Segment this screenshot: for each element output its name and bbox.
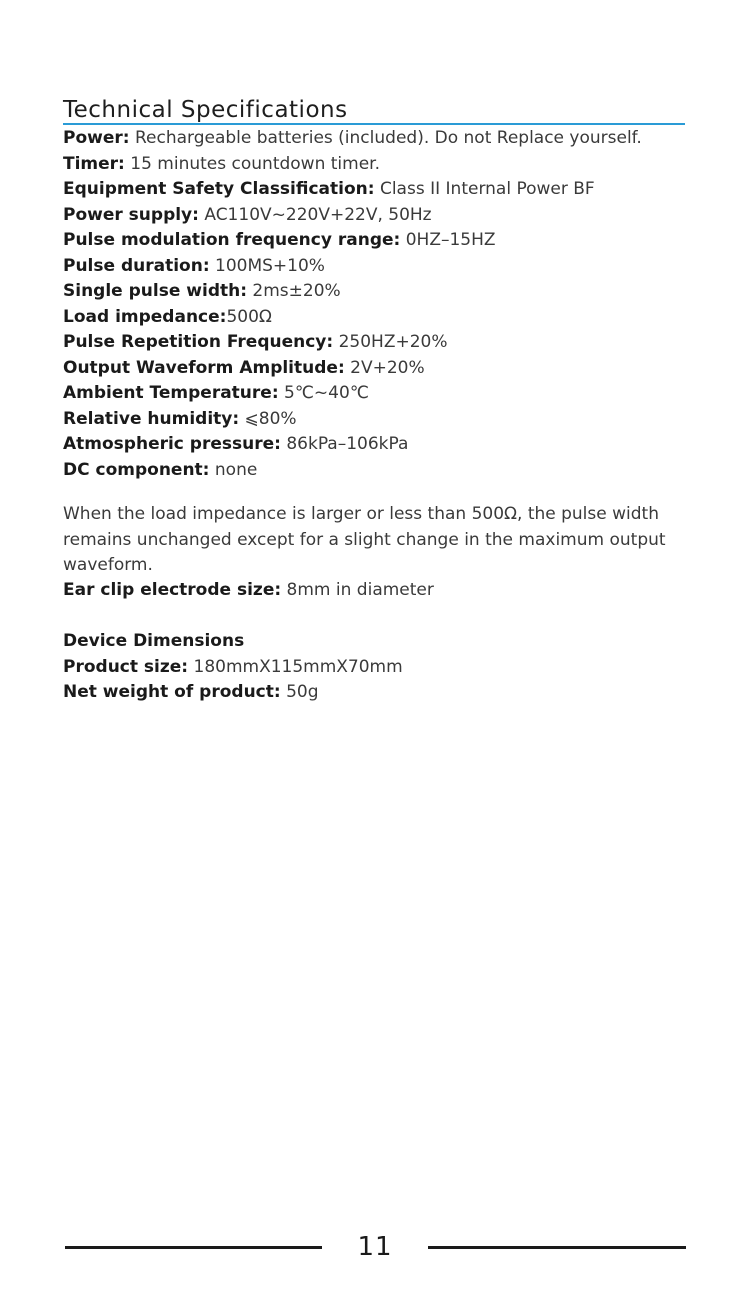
spec-value: ⩽80% xyxy=(239,408,297,429)
spec-value: 50g xyxy=(280,682,319,702)
spec-ambient-temperature xyxy=(63,381,713,407)
spec-value: 15 minutes countdown timer. xyxy=(124,153,380,174)
spec-label: Ear clip electrode size: xyxy=(63,580,282,600)
impedance-note: When the load impedance is larger or less than 500Ω, the pulse width remains unchanged except for a slight change in the maximum output waveform. xyxy=(63,504,666,575)
spec-list xyxy=(63,126,713,483)
spec-waveform-amplitude xyxy=(63,356,713,382)
page-number: 11 xyxy=(357,1232,393,1262)
spec-label: Single pulse width: xyxy=(63,281,248,301)
spec-value: 0HZ–15HZ xyxy=(400,230,496,250)
spec-value: AC110V~220V+22V, 50Hz xyxy=(198,204,432,225)
spec-label: Power: xyxy=(63,128,130,148)
section-heading-block xyxy=(63,96,685,128)
spec-power xyxy=(63,126,713,152)
spec-label: Load impedance: xyxy=(63,306,227,327)
spec-dc-component xyxy=(63,458,713,484)
spec-value: 100MS+10% xyxy=(209,255,325,276)
spec-label: Pulse duration: xyxy=(63,255,210,276)
section-heading: Technical Specifications xyxy=(63,97,348,123)
spec-relative-humidity xyxy=(63,407,713,433)
spec-load-impedance xyxy=(63,305,713,331)
spec-value: 86kPa–106kPa xyxy=(280,434,409,454)
spec-label: Timer: xyxy=(63,153,125,174)
spec-label: Net weight of product: xyxy=(63,682,281,702)
spec-label: DC component: xyxy=(63,459,210,480)
spec-label: Pulse Repetition Frequency: xyxy=(63,332,334,352)
spec-timer xyxy=(63,152,713,178)
spec-value: 2V+20% xyxy=(344,357,425,378)
spec-modulation-range xyxy=(63,228,713,254)
spec-label: Atmospheric pressure: xyxy=(63,434,281,454)
spec-label: Product size: xyxy=(63,656,189,677)
spec-value: 8mm in diameter xyxy=(281,580,434,600)
spec-atmospheric-pressure xyxy=(63,432,713,458)
spec-value: 180mmX115mmX70mm xyxy=(188,656,403,677)
spec-repetition-frequency xyxy=(63,330,713,356)
spec-safety-class xyxy=(63,177,713,203)
spec-net-weight xyxy=(63,680,703,706)
spec-pulse-width xyxy=(63,279,713,305)
spec-value: Class II Internal Power BF xyxy=(374,179,595,199)
spec-value: none xyxy=(209,459,258,480)
spec-value: 2ms±20% xyxy=(247,281,341,301)
spec-ear-clip-size xyxy=(63,578,434,604)
device-dimensions-section xyxy=(63,629,703,706)
footer-rule-left xyxy=(65,1246,322,1249)
spec-value: 5℃~40℃ xyxy=(278,383,369,403)
footer-rule-right xyxy=(428,1246,686,1249)
spec-pulse-duration xyxy=(63,254,713,280)
device-dimensions-title: Device Dimensions xyxy=(63,631,245,651)
spec-label: Power supply: xyxy=(63,204,199,225)
spec-value: 250HZ+20% xyxy=(333,332,448,352)
spec-label: Relative humidity: xyxy=(63,408,240,429)
spec-value: 500Ω xyxy=(226,306,272,327)
spec-product-size xyxy=(63,655,703,681)
spec-label: Output Waveform Amplitude: xyxy=(63,357,345,378)
spec-value: Rechargeable batteries (included). Do not Replace yourself. xyxy=(129,128,642,148)
spec-label: Ambient Temperature: xyxy=(63,383,279,403)
spec-label: Equipment Safety Classification: xyxy=(63,179,375,199)
spec-power-supply xyxy=(63,203,713,229)
heading-underline xyxy=(63,123,685,125)
spec-label: Pulse modulation frequency range: xyxy=(63,230,401,250)
